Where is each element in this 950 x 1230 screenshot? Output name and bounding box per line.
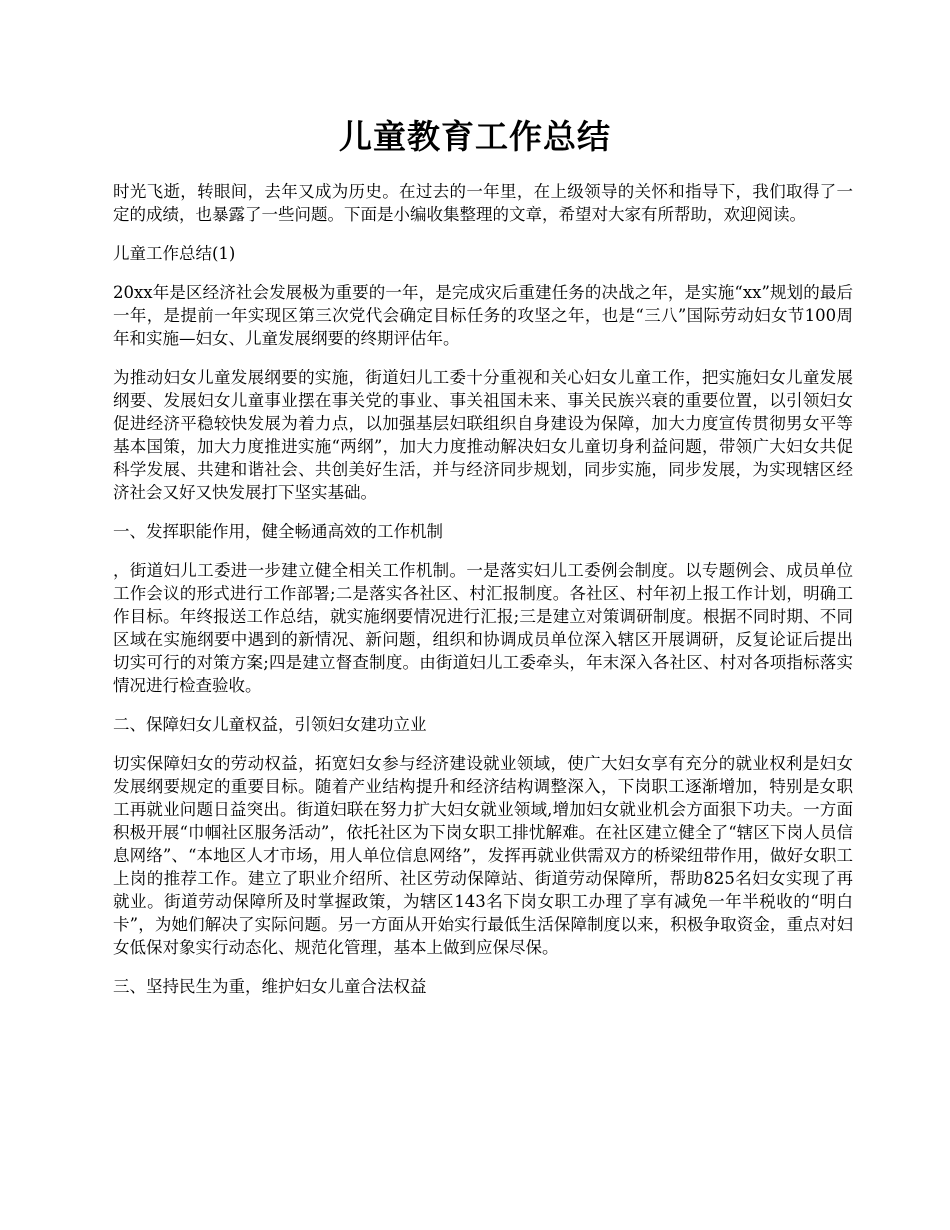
section-heading: 儿童工作总结(1) [113,244,236,263]
intro-paragraph: 时光飞逝，转眼间，去年又成为历史。在过去的一年里，在上级领导的关怀和指导下，我们取得了一定的成绩，也暴露了一些问题。下面是小编收集整理的文章，希望对大家有所帮助，欢迎阅读。 [113,182,853,224]
body-paragraph: 为推动妇女儿童发展纲要的实施，街道妇儿工委十分重视和关心妇女儿童工作，把实施妇女儿童发展纲要、发展妇女儿童事业摆在事关党的事业、事关祖国未来、事关民族兴衰的重要位置，以引领妇女促进经济平稳较快发展为着力点，以加强基层妇联组织自身建设为保障，加大力度宣传贯彻男女平等基本国策，加大力度推进实施“两纲”，加大力度推动解决妇女儿童切身利益问题，带领广大妇女共促科学发展、共建和谐社会、共创美好生活，并与经济同步规划，同步实施，同步发展，为实现辖区经济社会又好又快发展打下坚实基础。 [113,368,853,502]
body-paragraph: 切实保障妇女的劳动权益，拓宽妇女参与经济建设就业领域，使广大妇女享有充分的就业权利是妇女发展纲要规定的重要目标。随着产业结构提升和经济结构调整深入，下岗职工逐渐增加，特别是女职工再就业问题日益突出。街道妇联在努力扩大妇女就业领域,增加妇女就业机会方面狠下功夫。一方面积极开展“巾帼社区服务活动”，依托社区为下岗女职工排忧解难。在社区建立健全了“辖区下岗人员信息网络”、“本地区人才市场，用人单位信息网络”，发挥再就业供需双方的桥梁纽带作用，做好女职工上岗的推荐工作。建立了职业介绍所、社区劳动保障站、街道劳动保障所，帮助825名妇女实现了再就业。街道劳动保障所及时掌握政策，为辖区143名下岗女职工办理了享有减免一年半税收的“明白卡”，为她们解决了实际问题。另一方面从开始实行最低生活保障制度以来，积极争取资金，重点对妇女低保对象实行动态化、规范化管理，基本上做到应保尽保。 [113,754,853,957]
body-paragraph: ，街道妇儿工委进一步建立健全相关工作机制。一是落实妇儿工委例会制度。以专题例会、成员单位工作会议的形式进行工作部署;二是落实各社区、村汇报制度。各社区、村年初上报工作计划，明确工作目标。年终报送工作总结，就实施纲要情况进行汇报;三是建立对策调研制度。根据不同时期、不同区域在实施纲要中遇到的新情况、新问题，组织和协调成员单位深入辖区开展调研，反复论证后提出切实可行的对策方案;四是建立督查制度。由街道妇儿工委牵头，年末深入各社区、村对各项指标落实情况进行检查验收。 [113,561,853,695]
section-heading: 一、发挥职能作用，健全畅通高效的工作机制 [113,522,443,541]
section-heading: 二、保障妇女儿童权益，引领妇女建功立业 [113,715,427,734]
page-title: 儿童教育工作总结 [339,117,611,156]
section-heading: 三、坚持民生为重，维护妇女儿童合法权益 [113,977,427,996]
body-paragraph: 20xx年是区经济社会发展极为重要的一年，是完成灾后重建任务的决战之年，是实施“xx”规划的最后一年，是提前一年实现区第三次党代会确定目标任务的攻坚之年，也是“三八”国际劳动妇女节100周年和实施—妇女、儿童发展纲要的终期评估年。 [113,283,853,348]
document-body [113,180,853,1014]
